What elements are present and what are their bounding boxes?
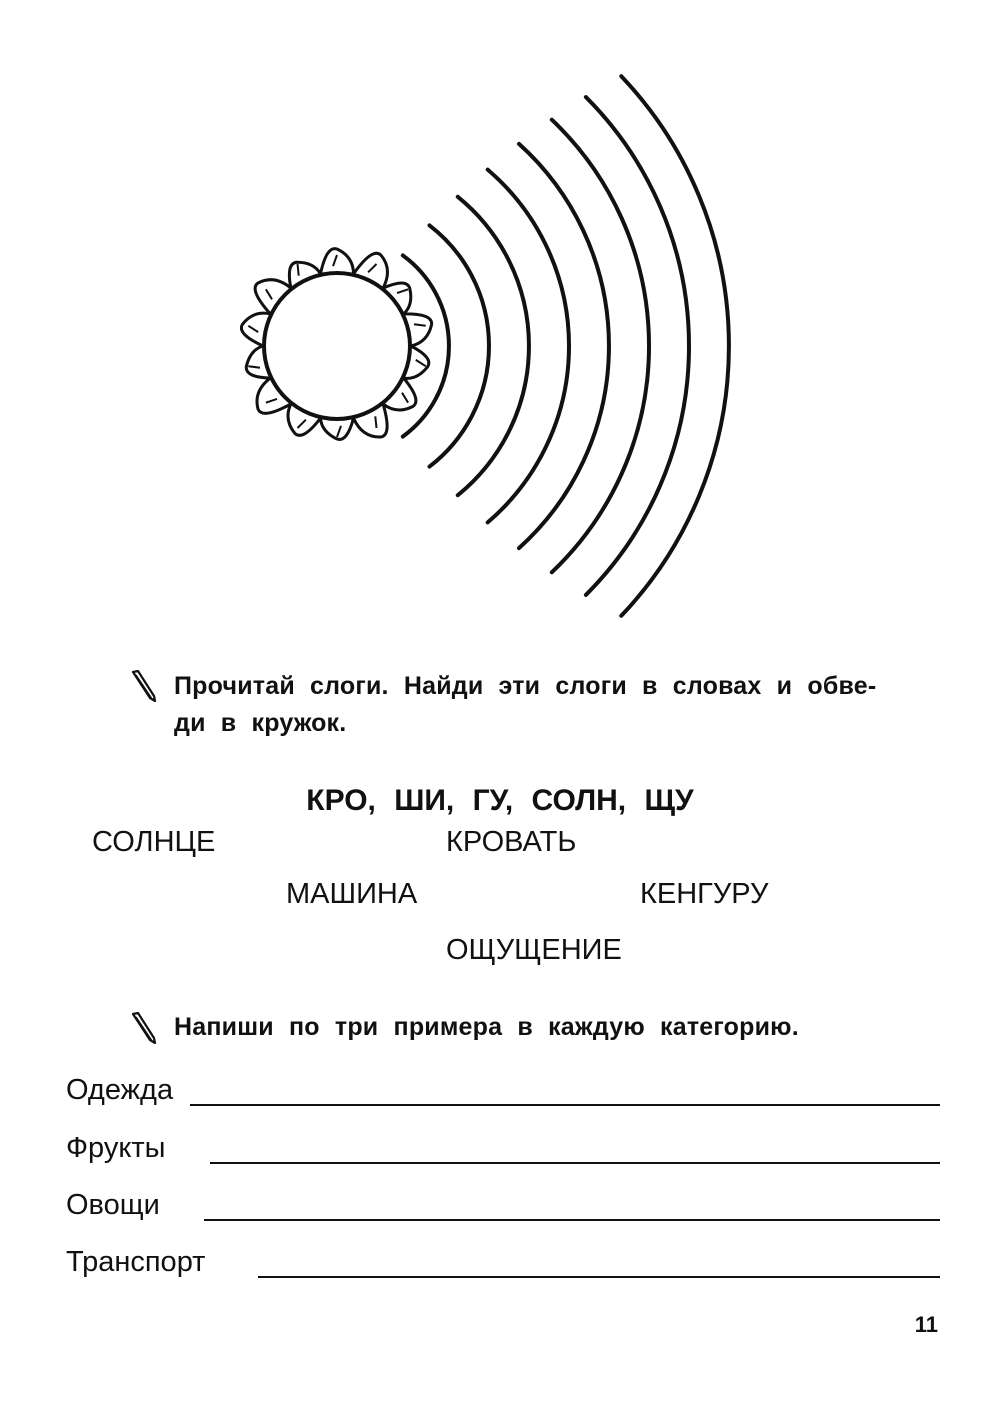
task2-text: Напиши по три примера в каждую категорию.	[174, 1013, 799, 1041]
task1-line2: ди в кружок.	[174, 709, 347, 737]
answer-line-clothes[interactable]	[190, 1104, 940, 1106]
sun-ray-arc	[458, 197, 529, 495]
word-oshchushchenie[interactable]: ОЩУЩЕНИЕ	[446, 934, 622, 966]
syllables-list: КРО, ШИ, ГУ, СОЛН, ЩУ	[306, 784, 694, 817]
sun-ray-arc	[621, 76, 729, 616]
sun-ray-arc	[519, 144, 609, 548]
pencil-icon	[130, 1012, 158, 1044]
sun-ray-arc	[430, 225, 489, 466]
answer-line-vegetables[interactable]	[204, 1219, 940, 1221]
answer-line-transport[interactable]	[258, 1276, 940, 1278]
word-kenguru[interactable]: КЕНГУРУ	[640, 878, 769, 910]
word-solntse[interactable]: СОЛНЦЕ	[92, 826, 216, 858]
sun-ray-arc	[586, 97, 689, 595]
page-number: 11	[914, 1312, 938, 1337]
category-label-vegetables: Овощи	[66, 1189, 160, 1221]
sun-illustration	[230, 60, 750, 630]
category-label-fruits: Фрукты	[66, 1132, 166, 1164]
task1-line1: Прочитай слоги. Найди эти слоги в словах и обве-	[174, 672, 877, 700]
category-label-clothes: Одежда	[66, 1074, 174, 1106]
word-mashina[interactable]: МАШИНА	[286, 878, 418, 910]
sun-ray-arc	[552, 120, 649, 573]
category-label-transport: Транспорт	[66, 1246, 206, 1278]
pencil-icon	[130, 670, 158, 702]
sun-disc	[264, 273, 410, 419]
sun-flame-detail	[375, 416, 376, 428]
answer-line-fruits[interactable]	[210, 1162, 940, 1164]
word-krovat[interactable]: КРОВАТЬ	[446, 826, 577, 858]
sun-flame-detail	[298, 264, 299, 276]
sun-rays-arcs	[403, 76, 729, 616]
